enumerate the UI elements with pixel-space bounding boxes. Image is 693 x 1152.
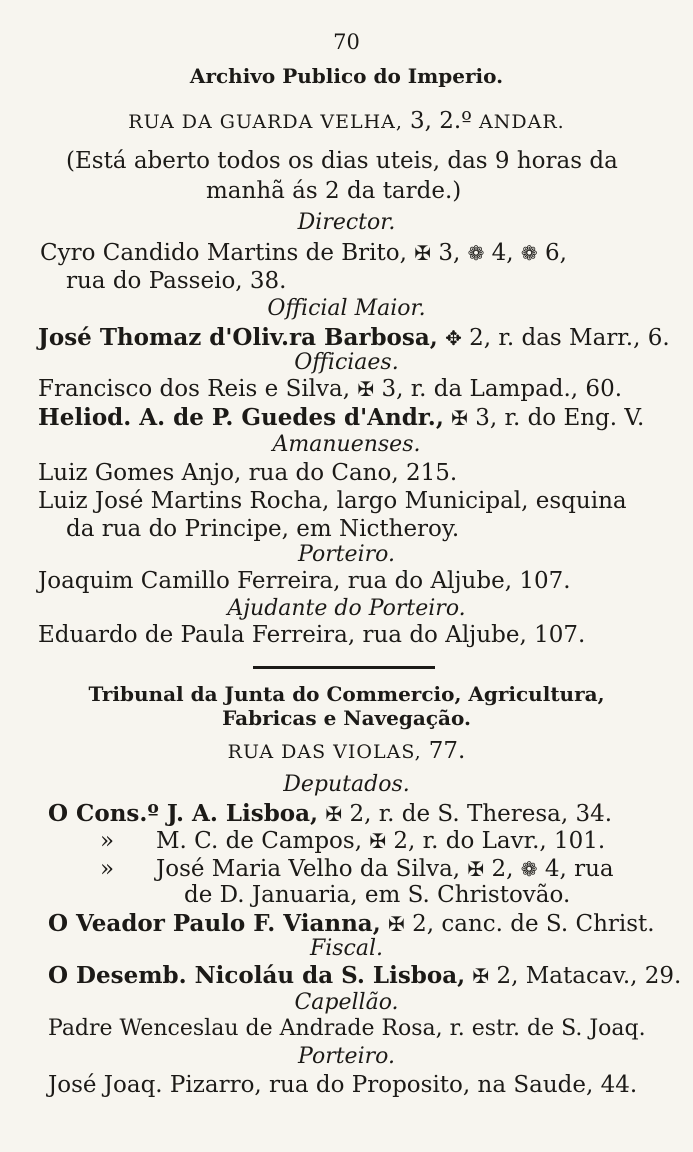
director-name: Cyro Candido Martins de Brito, (40, 240, 407, 266)
porteiro-entry: Joaquim Camillo Ferreira, rua do Aljube, 107. (38, 568, 571, 594)
deputado-3-name: José Maria Velho da Silva, (156, 856, 461, 882)
director-honor-1: 3, (438, 240, 468, 266)
archivo-address (0, 110, 693, 133)
deputado-2-name: M. C. de Campos, (156, 828, 363, 854)
ajudante-label: Ajudante do Porteiro. (227, 596, 466, 621)
ajudante-entry: Eduardo de Paula Ferreira, rua do Aljube, 107. (38, 622, 586, 648)
amanuenses-label: Amanuenses. (272, 432, 421, 457)
archivo-address-floor: ANDAR. (479, 111, 565, 133)
veador-entry (48, 912, 655, 936)
official-maior-label: Official Maior. (267, 296, 426, 321)
deputados-label: Deputados. (283, 772, 410, 797)
official-1-rest: 3, r. da Lampad., 60. (381, 376, 623, 402)
director-honor-3: 6, (545, 240, 567, 266)
order-star-icon: ✥ (445, 326, 462, 350)
tribunal-address-street: RUA DAS VIOLAS, (227, 741, 422, 763)
amanuense-2-line2: da rua do Principe, em Nictheroy. (66, 516, 460, 542)
amanuense-1: Luiz Gomes Anjo, rua do Cano, 215. (38, 460, 458, 486)
official-2-rest: 3, r. do Eng. V. (475, 405, 645, 431)
order-cross-icon: ✠ (467, 857, 485, 881)
order-cross-icon: ✠ (325, 802, 343, 826)
order-cross-icon: ✠ (357, 377, 375, 401)
official-1-entry (38, 378, 622, 401)
archivo-hours-line2: manhã ás 2 da tarde.) (206, 178, 462, 204)
amanuense-2-line1: Luiz José Martins Rocha, largo Municipal, esquina (38, 488, 627, 514)
archivo-hours-line1: (Está aberto todos os dias uteis, das 9 horas da (66, 148, 618, 174)
fiscal-label: Fiscal. (309, 936, 384, 961)
rosette-medal-icon: ❁ (520, 857, 538, 881)
archivo-address-street: RUA DA GUARDA VELHA, (128, 111, 403, 133)
deputado-3-ditto: » (100, 856, 115, 882)
official-maior-rest: 2, r. das Marr., 6. (469, 325, 670, 351)
deputado-2-ditto: » (100, 828, 115, 854)
capellao-entry: Padre Wenceslau de Andrade Rosa, r. estr. de S. Joaq. (48, 1016, 646, 1041)
tribunal-address-number: 77. (428, 738, 466, 764)
capellao-label: Capellão. (294, 990, 399, 1015)
director-label: Director. (297, 210, 396, 235)
director-entry (40, 242, 567, 265)
order-cross-icon: ✠ (388, 912, 405, 936)
official-2-entry (38, 406, 644, 430)
director-honor-2: 4, (491, 240, 521, 266)
fiscal-rest: 2, Matacav., 29. (496, 963, 682, 989)
tribunal-porteiro-entry: José Joaq. Pizarro, rua do Proposito, na Saude, 44. (48, 1072, 638, 1098)
official-maior-name: José Thomaz d'Oliv.ra Barbosa, (38, 324, 438, 351)
deputado-1-entry (48, 802, 612, 826)
veador-name: O Veador Paulo F. Vianna, (48, 910, 381, 937)
fiscal-name: O Desemb. Nicoláu da S. Lisboa, (48, 962, 466, 989)
deputado-3-line2: de D. Januaria, em S. Christovão. (184, 882, 571, 908)
section-divider (253, 666, 435, 669)
rosette-medal-icon: ❁ (467, 241, 485, 265)
deputado-1-name: O Cons.º J. A. Lisboa, (48, 800, 319, 827)
veador-rest: 2, canc. de S. Christ. (412, 911, 655, 937)
deputado-2-entry (156, 830, 605, 853)
archivo-address-numbers: 3, 2.º (409, 108, 472, 134)
official-1-name: Francisco dos Reis e Silva, (38, 376, 351, 402)
order-cross-icon: ✠ (414, 241, 431, 265)
tribunal-title-line2: Fabricas e Navegação. (222, 706, 471, 730)
order-cross-icon: ✠ (451, 406, 468, 430)
officials-label: Officiaes. (294, 350, 399, 375)
fiscal-entry (48, 964, 681, 988)
deputado-1-rest: 2, r. de S. Theresa, 34. (349, 801, 613, 827)
deputado-3-rest-a: 2, (491, 856, 521, 882)
tribunal-title-line1: Tribunal da Junta do Commercio, Agricultura, (88, 682, 605, 706)
order-cross-icon: ✠ (369, 829, 387, 853)
tribunal-porteiro-label: Porteiro. (298, 1044, 395, 1069)
deputado-3-entry (156, 858, 614, 881)
tribunal-address (0, 740, 693, 763)
director-address: rua do Passeio, 38. (66, 268, 287, 294)
official-2-name: Heliod. A. de P. Guedes d'Andr., (38, 404, 444, 431)
order-cross-icon: ✠ (472, 964, 490, 988)
archivo-title: Archivo Publico do Imperio. (189, 64, 504, 88)
official-maior-entry (38, 326, 670, 350)
deputado-3-rest-b: 4, rua (544, 856, 614, 882)
rosette-medal-icon: ❁ (520, 241, 538, 265)
deputado-2-rest: 2, r. do Lavr., 101. (393, 828, 606, 854)
page-number: 70 (333, 30, 360, 54)
porteiro-label: Porteiro. (298, 542, 395, 567)
